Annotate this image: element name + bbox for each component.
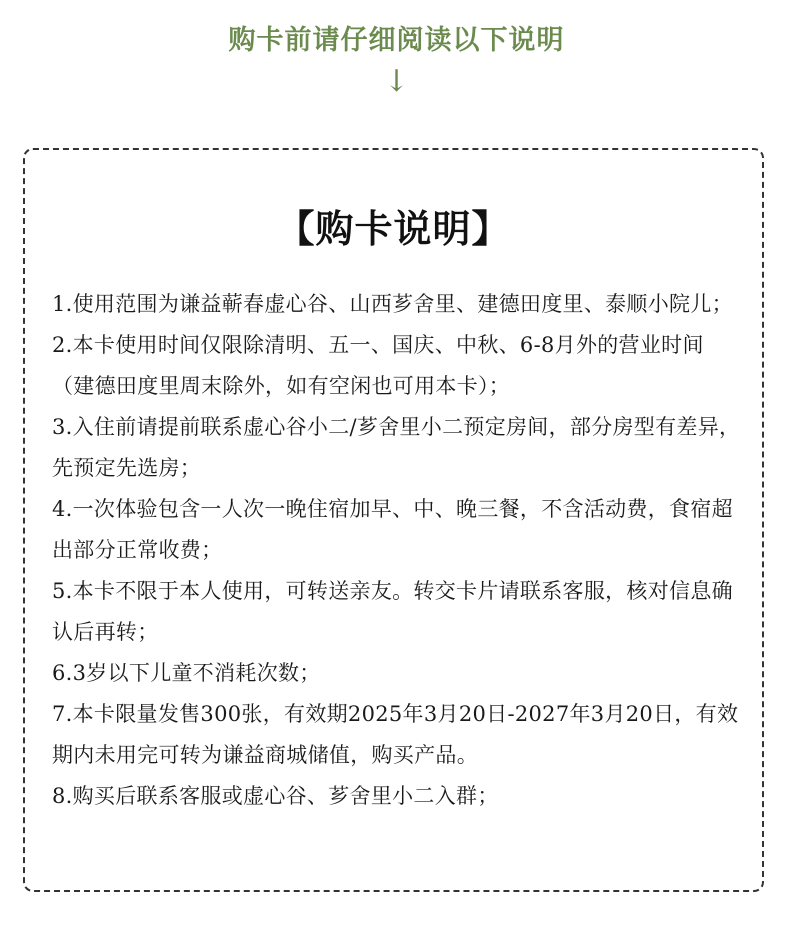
rule-item: 7.本卡限量发售300张，有效期2025年3月20日-2027年3月20日，有效期内未用完可转为谦益商城储值，购买产品。 xyxy=(52,702,739,767)
rule-item: 6.3岁以下儿童不消耗次数； xyxy=(52,661,321,685)
notice-heading: 购卡前请仔细阅读以下说明 xyxy=(228,25,565,56)
rule-item: 4.一次体验包含一人次一晚住宿加早、中、晚三餐，不含活动费，食宿超出部分正常收费； xyxy=(52,497,733,562)
rule-item: 2.本卡使用时间仅限除清明、五一、国庆、中秋、6-8月外的营业时间（建德田度里周末除外，如有空闲也可用本卡）； xyxy=(52,333,704,398)
rule-item: 8.购买后联系客服或虚心谷、芗舍里小二入群； xyxy=(52,784,499,808)
card-title: 【购卡说明】 xyxy=(276,207,511,251)
purchase-instructions-card xyxy=(23,148,764,892)
rule-item: 1.使用范围为谦益蕲春虚心谷、山西芗舍里、建德田度里、泰顺小院儿； xyxy=(52,292,733,316)
rule-item: 3.入住前请提前联系虚心谷小二/芗舍里小二预定房间，部分房型有差异，先预定先选房； xyxy=(52,415,741,480)
rule-item: 5.本卡不限于本人使用，可转送亲友。转交卡片请联系客服，核对信息确认后再转； xyxy=(52,579,733,644)
rules-list xyxy=(52,284,742,817)
down-arrow-icon: ↓ xyxy=(383,64,410,99)
